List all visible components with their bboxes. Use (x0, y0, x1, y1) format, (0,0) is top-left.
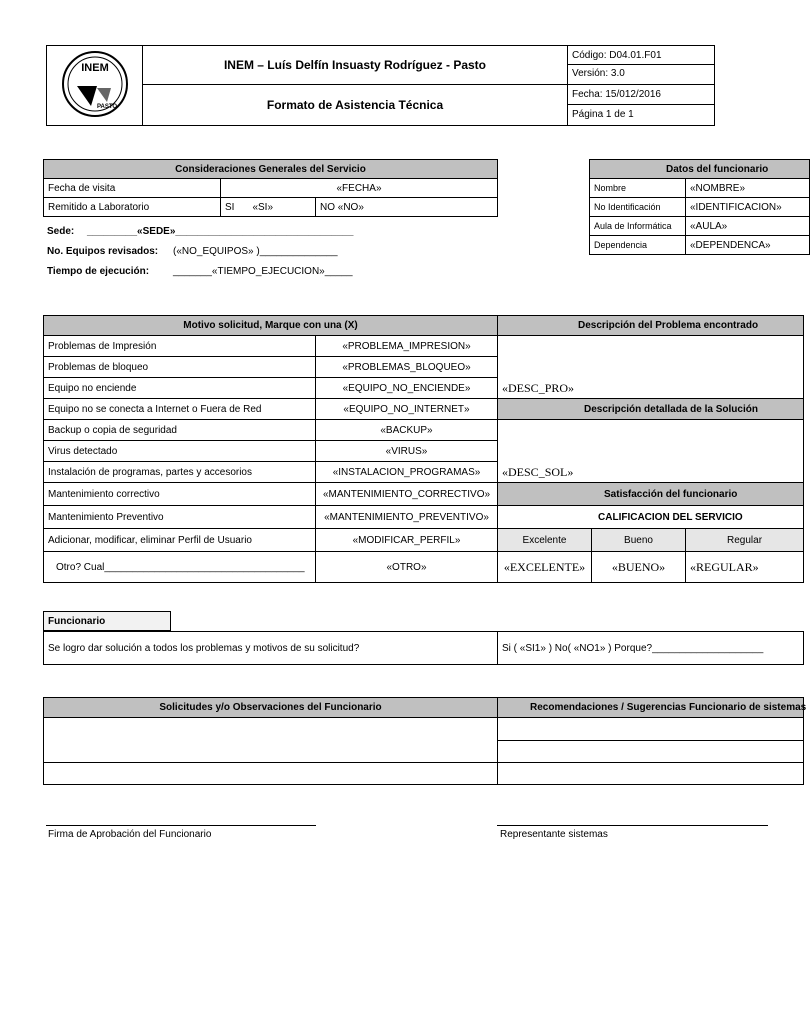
lab-referral-si (221, 198, 316, 217)
solution-answer: Si ( «SI1» ) No( «NO1» ) Porque?____________________ (498, 632, 804, 665)
computer-lab-label: Aula de Informática (590, 217, 686, 236)
department-label: Dependencia (590, 236, 686, 255)
reason-value-backup: «BACKUP» (316, 420, 498, 441)
institution-name: INEM – Luís Delfín Insuasty Rodríguez - Pasto (143, 46, 568, 85)
reason-label-lockup: Problemas de bloqueo (44, 357, 316, 378)
rating-regular-label: Regular (686, 529, 804, 552)
employee-name-value: «NOMBRE» (686, 179, 810, 198)
reason-label-no-internet: Equipo no se conecta a Internet o Fuera de Red (44, 399, 316, 420)
rating-excellent-label: Excelente (498, 529, 592, 552)
rating-regular-value: «REGULAR» (686, 552, 804, 583)
employee-question-table (43, 631, 804, 665)
rating-excellent-value: «EXCELENTE» (498, 552, 592, 583)
reason-label-backup: Backup o copia de seguridad (44, 420, 316, 441)
reason-value-no-power: «EQUIPO_NO_ENCIENDE» (316, 378, 498, 399)
svg-text:PASTO: PASTO (96, 104, 118, 110)
rating-good-value: «BUENO» (592, 552, 686, 583)
recommendations-line-extra (498, 763, 804, 785)
reason-value-virus: «VIRUS» (316, 441, 498, 462)
reason-value-lockup: «PROBLEMAS_BLOQUEO» (316, 357, 498, 378)
observations-content (44, 718, 498, 763)
rating-good-label: Bueno (592, 529, 686, 552)
reason-label-no-power: Equipo no enciende (44, 378, 316, 399)
observations-line-extra (44, 763, 498, 785)
solution-question: Se logro dar solución a todos los problemas y motivos de su solicitud? (44, 632, 498, 665)
problem-description-title: Descripción del Problema encontrado (498, 316, 804, 336)
reason-value-no-internet: «EQUIPO_NO_INTERNET» (316, 399, 498, 420)
reason-label-profile: Adicionar, modificar, eliminar Perfil de Usuario (44, 529, 316, 552)
problem-description-value: «DESC_PRO» (498, 336, 804, 399)
employee-section-title: Funcionario (44, 612, 171, 631)
document-header (46, 45, 715, 126)
code: Código: D04.01.F01 (568, 47, 714, 65)
site-label: Sede: (47, 226, 75, 237)
site-line (47, 226, 353, 237)
lab-referral-label: Remitido a Laboratorio (44, 198, 221, 217)
si-value: «SI» (252, 201, 274, 213)
employee-data-table (589, 159, 810, 255)
recommendations-line-1 (498, 718, 804, 741)
employee-id-label: No Identificación (590, 198, 686, 217)
employee-signature-label: Firma de Aprobación del Funcionario (48, 829, 212, 840)
page-number: Página 1 de 1 (572, 108, 634, 120)
date: Fecha: 15/012/2016 (568, 86, 714, 105)
satisfaction-title: Satisfacción del funcionario (498, 483, 804, 506)
reason-value-printing: «PROBLEMA_IMPRESION» (316, 336, 498, 357)
visit-date-value: «FECHA» (221, 179, 498, 198)
employee-id-value: «IDENTIFICACION» (686, 198, 810, 217)
reason-label-preventive: Mantenimiento Preventivo (44, 506, 316, 529)
employee-signature-line (46, 825, 316, 826)
execution-time-value: _______«TIEMPO_EJECUCION»_____ (173, 266, 353, 277)
employee-data-title: Datos del funcionario (590, 160, 810, 179)
general-considerations-table (43, 159, 498, 217)
reason-label-virus: Virus detectado (44, 441, 316, 462)
reason-label-other: Otro? Cual____________________________________ (44, 552, 316, 583)
lab-referral-no: NO «NO» (316, 198, 498, 217)
employee-name-label: Nombre (590, 179, 686, 198)
reason-value-preventive: «MANTENIMIENTO_PREVENTIVO» (316, 506, 498, 529)
reason-label-printing: Problemas de Impresión (44, 336, 316, 357)
version: Versión: 3.0 (572, 67, 625, 79)
solution-description-value: «DESC_SOL» (498, 420, 804, 483)
logo-cell (47, 46, 143, 126)
reason-title: Motivo solicitud, Marque con una (X) (44, 316, 498, 336)
recommendations-line-2 (498, 740, 804, 763)
request-reason-table (43, 315, 804, 583)
department-value: «DEPENDENCA» (686, 236, 810, 255)
reason-value-installation: «INSTALACION_PROGRAMAS» (316, 462, 498, 483)
format-title: Formato de Asistencia Técnica (143, 84, 568, 125)
reason-value-other: «OTRO» (316, 552, 498, 583)
site-value: _________«SEDE»________________________________ (87, 226, 354, 237)
computer-lab-value: «AULA» (686, 217, 810, 236)
observations-title: Solicitudes y/o Observaciones del Funcionario (44, 698, 498, 718)
employee-section-header (43, 611, 171, 631)
recommendations-title: Recomendaciones / Sugerencias Funcionario de sistemas (498, 698, 804, 718)
reason-value-corrective: «MANTENIMIENTO_CORRECTIVO» (316, 483, 498, 506)
service-rating-title: CALIFICACION DEL SERVICIO (498, 506, 804, 529)
visit-date-label: Fecha de visita (44, 179, 221, 198)
reason-value-profile: «MODIFICAR_PERFIL» (316, 529, 498, 552)
equipment-label: No. Equipos revisados: (47, 246, 159, 257)
equipment-value: («NO_EQUIPOS» )______________ (173, 246, 338, 257)
equipment-line (47, 246, 338, 257)
reason-label-corrective: Mantenimiento correctivo (44, 483, 316, 506)
execution-time-label: Tiempo de ejecución: (47, 266, 150, 277)
reason-label-installation: Instalación de programas, partes y accesorios (44, 462, 316, 483)
observations-table (43, 697, 807, 785)
inem-logo (47, 46, 143, 122)
si-label: SI (225, 201, 235, 213)
systems-signature-line (497, 825, 768, 826)
execution-time-line (47, 266, 353, 277)
svg-text:INEM: INEM (81, 62, 109, 74)
general-title: Consideraciones Generales del Servicio (44, 160, 498, 179)
systems-signature-label: Representante sistemas (500, 829, 608, 840)
solution-description-title: Descripción detallada de la Solución (498, 399, 804, 420)
